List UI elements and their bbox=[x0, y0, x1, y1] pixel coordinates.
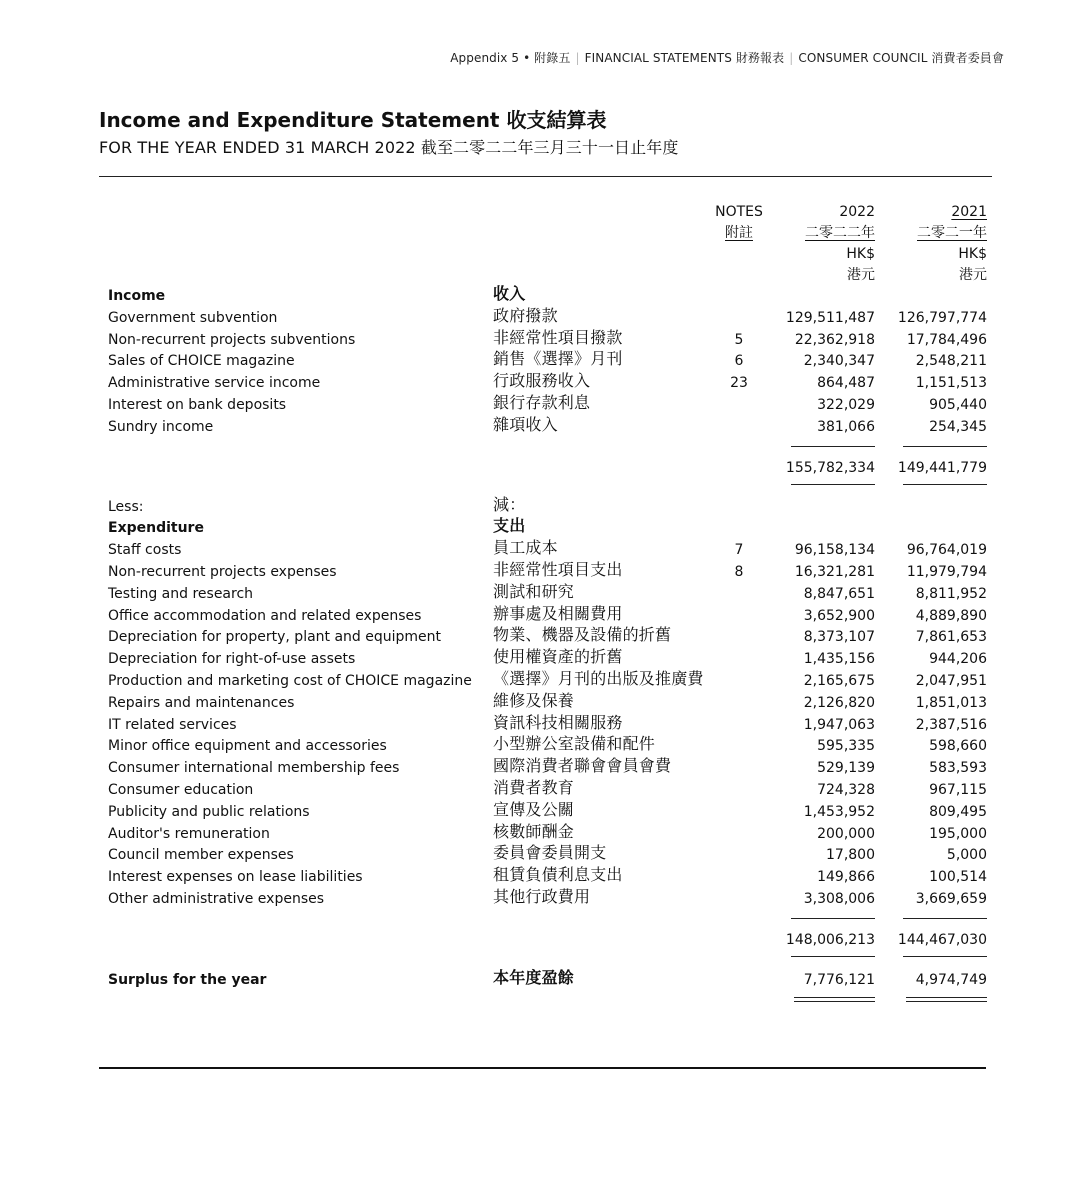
table-row bbox=[0, 735, 1080, 757]
total-rule-2021 bbox=[903, 484, 987, 485]
subtotal-rule-2022 bbox=[791, 446, 875, 447]
total-rule-2021 bbox=[903, 956, 987, 957]
notes-header-en: NOTES bbox=[715, 204, 763, 220]
row-label-zh: 維修及保養 bbox=[493, 690, 575, 710]
row-label-zh: 銀行存款利息 bbox=[493, 392, 591, 412]
expenditure-heading-row bbox=[0, 517, 1080, 539]
row-label: Administrative service income bbox=[108, 375, 321, 392]
table-row bbox=[0, 605, 1080, 627]
row-value-2022: 2,340,347 bbox=[803, 353, 875, 370]
row-note: 23 bbox=[730, 375, 748, 392]
row-label-zh: 其他行政費用 bbox=[493, 886, 591, 906]
notes-header-zh: 附註 bbox=[725, 225, 753, 241]
table-row bbox=[0, 823, 1080, 845]
row-value-2022: 3,308,006 bbox=[803, 890, 875, 907]
row-value-2022: 22,362,918 bbox=[794, 331, 875, 348]
row-value-2021: 2,387,516 bbox=[915, 716, 987, 733]
row-value-2022: 149,866 bbox=[817, 869, 875, 886]
row-label-zh: 委員會委員開支 bbox=[493, 843, 607, 863]
row-label: Depreciation for right-of-use assets bbox=[108, 651, 356, 668]
year-2022-label: 2022 bbox=[839, 204, 875, 220]
row-value-2022: 17,800 bbox=[826, 847, 875, 864]
row-label-zh: 資訊科技相關服務 bbox=[493, 712, 623, 732]
row-label-zh: 雜項收入 bbox=[493, 414, 558, 434]
row-label-zh: 員工成本 bbox=[493, 538, 558, 558]
income-total-2022: 155,782,334 bbox=[785, 459, 875, 476]
notes-column-header bbox=[706, 202, 772, 244]
row-value-2021: 5,000 bbox=[946, 847, 987, 864]
row-note: 6 bbox=[734, 353, 744, 370]
subtotal-rule-2021 bbox=[903, 446, 987, 447]
row-value-2021: 2,548,211 bbox=[915, 353, 987, 370]
expenditure-heading-zh: 支出 bbox=[493, 516, 526, 536]
row-value-2022: 724,328 bbox=[817, 781, 875, 798]
surplus-value-2021: 4,974,749 bbox=[915, 971, 987, 988]
table-row bbox=[0, 626, 1080, 648]
subtotal-rule-row bbox=[0, 438, 1080, 450]
row-value-2021: 2,047,951 bbox=[915, 672, 987, 689]
row-label: Repairs and maintenances bbox=[108, 694, 295, 711]
table-row bbox=[0, 692, 1080, 714]
less-label-zh: 減： bbox=[493, 494, 526, 514]
row-label-zh: 行政服務收入 bbox=[493, 371, 591, 391]
row-label: Testing and research bbox=[108, 585, 254, 602]
row-label-zh: 非經常性項目支出 bbox=[493, 559, 623, 579]
row-label: Council member expenses bbox=[108, 847, 294, 864]
subtotal-rule-2022 bbox=[791, 918, 875, 919]
row-value-2022: 529,139 bbox=[817, 760, 875, 777]
table-row bbox=[0, 801, 1080, 823]
row-value-2021: 100,514 bbox=[929, 869, 987, 886]
row-value-2022: 2,165,675 bbox=[803, 672, 875, 689]
row-value-2021: 905,440 bbox=[929, 396, 987, 413]
row-value-2022: 129,511,487 bbox=[785, 309, 875, 326]
row-value-2021: 195,000 bbox=[929, 825, 987, 842]
row-label-zh: 《選擇》月刊的出版及推廣費 bbox=[493, 668, 704, 688]
row-label: Staff costs bbox=[108, 542, 182, 559]
row-value-2021: 4,889,890 bbox=[915, 607, 987, 624]
surplus-label: Surplus for the year bbox=[108, 971, 267, 988]
row-label-zh: 辦事處及相關費用 bbox=[493, 603, 623, 623]
row-value-2021: 809,495 bbox=[929, 803, 987, 820]
table-row bbox=[0, 394, 1080, 416]
row-note: 5 bbox=[734, 331, 744, 348]
row-label: Other administrative expenses bbox=[108, 890, 325, 907]
double-rule-2021 bbox=[906, 997, 987, 1002]
double-rule-2022 bbox=[794, 997, 875, 1002]
less-row bbox=[0, 496, 1080, 518]
surplus-row bbox=[0, 962, 1080, 992]
row-label-zh: 消費者教育 bbox=[493, 777, 575, 797]
subtotal-rule-2021 bbox=[903, 918, 987, 919]
row-value-2022: 1,435,156 bbox=[803, 651, 875, 668]
bottom-rule bbox=[99, 1067, 986, 1069]
year-2021-column-header bbox=[894, 202, 987, 286]
header-divider: | bbox=[575, 51, 580, 65]
currency-2022-zh: 港元 bbox=[847, 267, 875, 283]
row-label: Interest expenses on lease liabilities bbox=[108, 869, 363, 886]
row-value-2021: 1,851,013 bbox=[915, 694, 987, 711]
row-label: Minor office equipment and accessories bbox=[108, 738, 387, 755]
year-2022-column-header bbox=[782, 202, 875, 286]
table-row bbox=[0, 350, 1080, 372]
year-2022-zh-label: 二零二二年 bbox=[805, 225, 875, 241]
row-label: Production and marketing cost of CHOICE magazine bbox=[108, 672, 472, 689]
income-heading-row bbox=[0, 285, 1080, 307]
table-row bbox=[0, 329, 1080, 351]
header-divider: | bbox=[789, 51, 794, 65]
row-label-zh: 小型辦公室設備和配件 bbox=[493, 734, 656, 754]
row-label: Sales of CHOICE magazine bbox=[108, 353, 295, 370]
statement-subtitle: FOR THE YEAR ENDED 31 MARCH 2022 截至二零二二年三月三十一日止年度 bbox=[99, 138, 679, 157]
income-heading-zh: 收入 bbox=[493, 284, 526, 303]
total-rule-2022 bbox=[791, 956, 875, 957]
total-rule-2022 bbox=[791, 484, 875, 485]
double-rule-row bbox=[0, 992, 1080, 1006]
row-value-2022: 200,000 bbox=[817, 825, 875, 842]
currency-2021-zh: 港元 bbox=[959, 267, 987, 283]
row-label-zh: 租賃負債利息支出 bbox=[493, 865, 623, 885]
row-label: IT related services bbox=[108, 716, 237, 733]
row-label: Non-recurrent projects subventions bbox=[108, 331, 356, 348]
less-label: Less: bbox=[108, 498, 144, 515]
income-heading: Income bbox=[108, 288, 166, 304]
header-org: CONSUMER COUNCIL 消費者委員會 bbox=[798, 51, 1004, 65]
row-value-2022: 381,066 bbox=[817, 418, 875, 435]
table-row bbox=[0, 844, 1080, 866]
row-value-2021: 944,206 bbox=[929, 651, 987, 668]
row-value-2022: 3,652,900 bbox=[803, 607, 875, 624]
row-value-2021: 96,764,019 bbox=[906, 542, 987, 559]
row-value-2021: 7,861,653 bbox=[915, 629, 987, 646]
table-row bbox=[0, 757, 1080, 779]
row-value-2021: 17,784,496 bbox=[906, 331, 987, 348]
row-label: Consumer international membership fees bbox=[108, 760, 400, 777]
income-total-row bbox=[0, 450, 1080, 480]
table-row bbox=[0, 866, 1080, 888]
row-value-2022: 322,029 bbox=[817, 396, 875, 413]
row-label-zh: 銷售《選擇》月刊 bbox=[493, 349, 623, 369]
row-value-2022: 595,335 bbox=[817, 738, 875, 755]
row-label: Consumer education bbox=[108, 781, 254, 798]
table-row bbox=[0, 583, 1080, 605]
row-label: Non-recurrent projects expenses bbox=[108, 563, 337, 580]
row-label-zh: 國際消費者聯會會員會費 bbox=[493, 756, 672, 776]
row-label-zh: 非經常性項目撥款 bbox=[493, 327, 623, 347]
table-row bbox=[0, 714, 1080, 736]
row-value-2022: 8,847,651 bbox=[803, 585, 875, 602]
header-section: FINANCIAL STATEMENTS 財務報表 bbox=[584, 51, 785, 65]
table-row bbox=[0, 307, 1080, 329]
row-value-2022: 96,158,134 bbox=[794, 542, 875, 559]
row-value-2022: 2,126,820 bbox=[803, 694, 875, 711]
currency-2021-en: HK$ bbox=[958, 246, 987, 262]
row-value-2022: 1,453,952 bbox=[803, 803, 875, 820]
statement-body bbox=[0, 285, 1080, 1006]
surplus-value-2022: 7,776,121 bbox=[803, 971, 875, 988]
row-label: Government subvention bbox=[108, 309, 278, 326]
row-label: Office accommodation and related expenses bbox=[108, 607, 422, 624]
row-label-zh: 核數師酬金 bbox=[493, 821, 575, 841]
title-rule bbox=[99, 176, 992, 177]
row-value-2021: 583,593 bbox=[929, 760, 987, 777]
table-row bbox=[0, 561, 1080, 583]
row-note: 8 bbox=[734, 563, 744, 580]
row-value-2022: 864,487 bbox=[817, 375, 875, 392]
table-row bbox=[0, 670, 1080, 692]
row-label-zh: 測試和研究 bbox=[493, 581, 575, 601]
table-row bbox=[0, 372, 1080, 394]
subtotal-rule-row bbox=[0, 910, 1080, 922]
row-value-2022: 1,947,063 bbox=[803, 716, 875, 733]
total-rule-row bbox=[0, 480, 1080, 496]
table-row bbox=[0, 539, 1080, 561]
row-value-2022: 8,373,107 bbox=[803, 629, 875, 646]
year-2021-zh-label: 二零二一年 bbox=[917, 225, 987, 241]
row-label-zh: 使用權資產的折舊 bbox=[493, 647, 623, 667]
surplus-label-zh: 本年度盈餘 bbox=[493, 967, 575, 987]
row-value-2021: 598,660 bbox=[929, 738, 987, 755]
income-total-2021: 149,441,779 bbox=[897, 459, 987, 476]
table-row bbox=[0, 648, 1080, 670]
total-rule-row bbox=[0, 952, 1080, 962]
row-value-2021: 126,797,774 bbox=[897, 309, 987, 326]
row-value-2021: 1,151,513 bbox=[915, 375, 987, 392]
row-label: Depreciation for property, plant and equipment bbox=[108, 629, 442, 646]
expenditure-total-2022: 148,006,213 bbox=[785, 931, 875, 948]
row-label: Auditor's remuneration bbox=[108, 825, 270, 842]
expenditure-total-row bbox=[0, 922, 1080, 952]
row-label: Interest on bank deposits bbox=[108, 396, 287, 413]
running-header bbox=[450, 49, 1004, 66]
row-label: Sundry income bbox=[108, 418, 214, 435]
row-label: Publicity and public relations bbox=[108, 803, 310, 820]
row-value-2022: 16,321,281 bbox=[794, 563, 875, 580]
row-label-zh: 政府撥款 bbox=[493, 305, 558, 325]
row-value-2021: 967,115 bbox=[929, 781, 987, 798]
row-value-2021: 8,811,952 bbox=[915, 585, 987, 602]
table-row bbox=[0, 779, 1080, 801]
expenditure-heading: Expenditure bbox=[108, 520, 204, 537]
row-value-2021: 254,345 bbox=[929, 418, 987, 435]
table-row bbox=[0, 888, 1080, 910]
row-value-2021: 11,979,794 bbox=[906, 563, 987, 580]
row-note: 7 bbox=[734, 542, 744, 559]
header-appendix: Appendix 5 • 附錄五 bbox=[450, 51, 571, 65]
table-row bbox=[0, 416, 1080, 438]
statement-title: Income and Expenditure Statement 收支結算表 bbox=[99, 108, 607, 132]
currency-2022-en: HK$ bbox=[846, 246, 875, 262]
year-2021-label: 2021 bbox=[951, 204, 987, 220]
expenditure-total-2021: 144,467,030 bbox=[897, 931, 987, 948]
row-value-2021: 3,669,659 bbox=[915, 890, 987, 907]
row-label-zh: 宣傳及公關 bbox=[493, 799, 575, 819]
row-label-zh: 物業、機器及設備的折舊 bbox=[493, 625, 672, 645]
